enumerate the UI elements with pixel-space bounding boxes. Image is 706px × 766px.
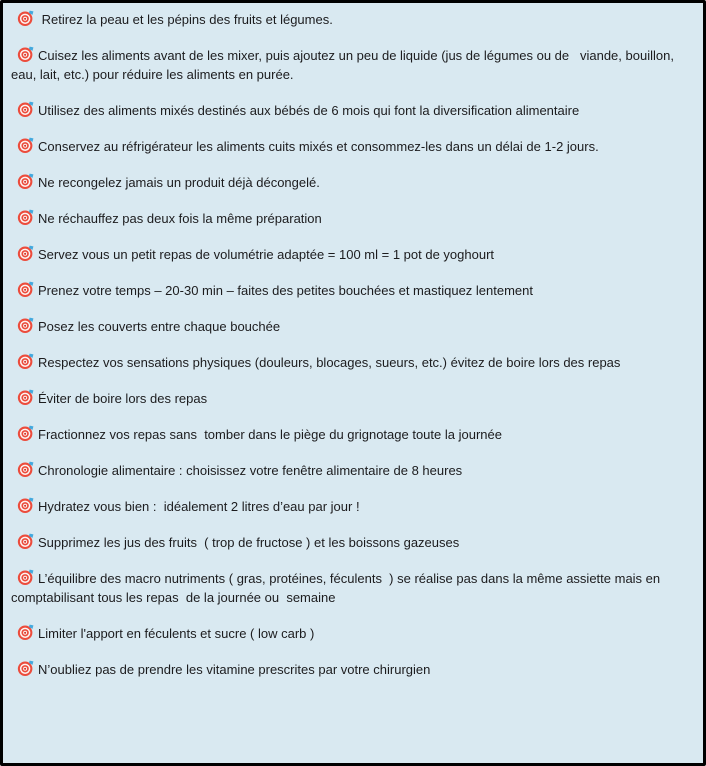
- target-icon: [17, 497, 34, 514]
- list-item: [11, 10, 701, 29]
- target-icon: [17, 317, 34, 334]
- target-icon: [17, 209, 34, 226]
- target-icon: [17, 137, 34, 154]
- list-item: [11, 624, 701, 643]
- list-item-text: Servez vous un petit repas de volumétrie adaptée = 100 ml = 1 pot de yoghourt: [38, 247, 495, 262]
- list-item-text: L’équilibre des macro nutriments ( gras, protéines, féculents ) se réalise pas dans la même assiette mais en comptabilisant tous les repas de la journée ou semaine: [11, 571, 664, 605]
- list-item: [11, 497, 701, 516]
- list-item-text: Limiter l'apport en féculents et sucre ( low carb ): [38, 626, 315, 641]
- target-icon: [17, 10, 34, 27]
- list-item-text: Ne réchauffez pas deux fois la même préparation: [38, 211, 322, 226]
- list-item-text: Hydratez vous bien : idéalement 2 litres d’eau par jour !: [38, 499, 360, 514]
- list-item-text: Fractionnez vos repas sans tomber dans le piège du grignotage toute la journée: [38, 427, 502, 442]
- list-item-text: Chronologie alimentaire : choisissez votre fenêtre alimentaire de 8 heures: [38, 463, 463, 478]
- list-item-text: Cuisez les aliments avant de les mixer, puis ajoutez un peu de liquide (jus de légumes ou de viande, bouillon, eau, lait, etc.) pour réduire les aliments en purée.: [11, 48, 678, 82]
- target-icon: [17, 569, 34, 586]
- target-icon: [17, 461, 34, 478]
- list-item: [11, 569, 701, 607]
- list-item: [11, 461, 701, 480]
- advice-list: [11, 10, 701, 679]
- list-item: [11, 281, 701, 300]
- target-icon: [17, 533, 34, 550]
- list-item: [11, 173, 701, 192]
- target-icon: [17, 173, 34, 190]
- target-icon: [17, 389, 34, 406]
- list-item-text: Éviter de boire lors des repas: [38, 391, 208, 406]
- list-item: [11, 101, 701, 120]
- target-icon: [17, 101, 34, 118]
- list-item: [11, 533, 701, 552]
- list-item-text: Ne recongelez jamais un produit déjà décongelé.: [38, 175, 320, 190]
- list-item: [11, 46, 701, 84]
- target-icon: [17, 624, 34, 641]
- list-item: [11, 660, 701, 679]
- target-icon: [17, 46, 34, 63]
- list-item: [11, 317, 701, 336]
- list-item: [11, 353, 701, 372]
- list-item-text: Posez les couverts entre chaque bouchée: [38, 319, 281, 334]
- list-item-text: Utilisez des aliments mixés destinés aux bébés de 6 mois qui font la diversification alimentaire: [38, 103, 580, 118]
- list-item-text: Conservez au réfrigérateur les aliments cuits mixés et consommez-les dans un délai de 1-2 jours.: [38, 139, 599, 154]
- list-item: [11, 245, 701, 264]
- target-icon: [17, 245, 34, 262]
- list-item-text: N’oubliez pas de prendre les vitamine prescrites par votre chirurgien: [38, 662, 431, 677]
- target-icon: [17, 281, 34, 298]
- list-item-text: Supprimez les jus des fruits ( trop de fructose ) et les boissons gazeuses: [38, 535, 460, 550]
- target-icon: [17, 353, 34, 370]
- target-icon: [17, 425, 34, 442]
- list-item: [11, 137, 701, 156]
- list-item: [11, 389, 701, 408]
- list-item-text: Respectez vos sensations physiques (douleurs, blocages, sueurs, etc.) évitez de boire lors des repas: [38, 355, 621, 370]
- list-item-text: Prenez votre temps – 20-30 min – faites des petites bouchées et mastiquez lentement: [38, 283, 533, 298]
- list-item-text: Retirez la peau et les pépins des fruits et légumes.: [38, 12, 333, 27]
- list-item: [11, 209, 701, 228]
- target-icon: [17, 660, 34, 677]
- list-item: [11, 425, 701, 444]
